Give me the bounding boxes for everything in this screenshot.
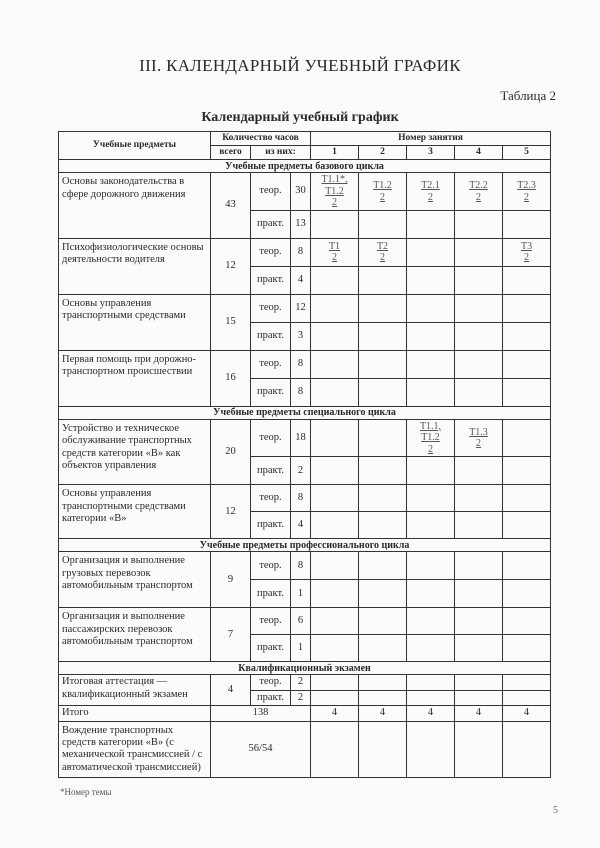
subject-total: 20 [211, 419, 251, 485]
theory-label: теор. [251, 238, 291, 266]
driving-row [59, 721, 551, 777]
theory-label: теор. [251, 350, 291, 378]
total-lesson: 4 [455, 706, 503, 721]
total-lesson: 4 [407, 706, 455, 721]
subject-name: Организация и выполнение пассажирских перевозок автомобильным транспортом [59, 608, 211, 662]
practice-hours: 1 [291, 635, 311, 662]
subject-total: 12 [211, 485, 251, 539]
topic-hours: 2 [428, 191, 433, 203]
lesson-cell [455, 419, 503, 457]
topic-code: Т1.3 [469, 426, 488, 438]
total-lesson: 4 [311, 706, 359, 721]
topic-hours: 2 [332, 252, 337, 264]
theory-label: теор. [251, 608, 291, 635]
page-heading: III. КАЛЕНДАРНЫЙ УЧЕБНЫЙ ГРАФИК [139, 56, 461, 75]
topic-hours: 2 [476, 191, 481, 203]
practice-hours: 2 [291, 690, 311, 705]
table-row [59, 419, 551, 457]
topic-hours: 2 [380, 191, 385, 203]
theory-hours: 8 [291, 350, 311, 378]
header-of-which: из них: [251, 146, 311, 160]
subject-name: Организация и выполнение грузовых перевозок автомобильным транспортом [59, 552, 211, 608]
section-title: Квалификационный экзамен [59, 662, 551, 675]
page-number: 5 [553, 805, 558, 816]
lesson-cell [455, 238, 503, 266]
topic-code: Т1.1, Т1.2 [419, 420, 442, 444]
topic-hours: 2 [380, 252, 385, 264]
practice-label: практ. [251, 635, 291, 662]
total-label: Итого [59, 706, 211, 721]
practice-hours: 8 [291, 378, 311, 406]
theory-hours: 6 [291, 608, 311, 635]
topic-code: Т2.3 [517, 180, 536, 192]
total-lesson: 4 [503, 706, 551, 721]
theory-hours: 8 [291, 485, 311, 512]
theory-hours: 18 [291, 419, 311, 457]
topic-code: Т2.2 [469, 180, 488, 192]
subject-name: Основы управления транспортными средствами [59, 294, 211, 350]
schedule-table [58, 131, 551, 778]
practice-hours: 1 [291, 580, 311, 608]
subject-name: Итоговая аттестация — квалификационный экзамен [59, 675, 211, 706]
practice-label: практ. [251, 266, 291, 294]
footnote: *Номер темы [60, 787, 112, 797]
table-row [59, 552, 551, 580]
practice-label: практ. [251, 210, 291, 238]
header-subjects: Учебные предметы [59, 132, 211, 160]
table-row [59, 173, 551, 211]
topic-hours: 2 [332, 197, 337, 209]
theory-label: теор. [251, 675, 291, 690]
section-title: Учебные предметы базового цикла [59, 160, 551, 173]
header-row-1 [59, 132, 551, 146]
header-lesson: 4 [455, 146, 503, 160]
practice-label: практ. [251, 690, 291, 705]
header-lesson: 5 [503, 146, 551, 160]
lesson-cell [311, 238, 359, 266]
theory-hours: 12 [291, 294, 311, 322]
table-caption: Календарный учебный график [201, 110, 399, 125]
lesson-cell [407, 238, 455, 266]
header-lesson-no: Номер занятия [311, 132, 551, 146]
header-lesson: 2 [359, 146, 407, 160]
practice-hours: 3 [291, 322, 311, 350]
topic-hours: 2 [524, 252, 530, 264]
lesson-cell [455, 173, 503, 211]
lesson-cell [407, 173, 455, 211]
table-row [59, 675, 551, 690]
topic-hours: 2 [428, 443, 433, 455]
practice-hours: 4 [291, 266, 311, 294]
total-lesson: 4 [359, 706, 407, 721]
theory-hours: 8 [291, 552, 311, 580]
lesson-cell [503, 238, 551, 266]
practice-label: практ. [251, 378, 291, 406]
topic-code: Т1.2 [373, 180, 392, 192]
theory-hours: 30 [291, 173, 311, 211]
lesson-cell [359, 173, 407, 211]
topic-code: Т2.1 [421, 180, 440, 192]
practice-hours: 13 [291, 210, 311, 238]
subject-name: Основы управления транспортными средствами категории «В» [59, 485, 211, 539]
lesson-cell [407, 419, 455, 457]
table-row [59, 485, 551, 512]
subject-total: 16 [211, 350, 251, 406]
driving-label: Вождение транспортных средств категории «В» (с механической трансмиссией / с автоматической трансмиссией) [59, 721, 211, 777]
subject-name: Психофизиологические основы деятельности водителя [59, 238, 211, 294]
subject-name: Устройство и техническое обслуживание транспортных средств категории «В» как объектов управления [59, 419, 211, 485]
header-lesson: 3 [407, 146, 455, 160]
subject-total: 12 [211, 238, 251, 294]
practice-label: практ. [251, 457, 291, 485]
topic-code: Т1.1*, Т1.2 [321, 174, 348, 197]
practice-label: практ. [251, 580, 291, 608]
practice-hours: 4 [291, 512, 311, 539]
section-title: Учебные предметы специального цикла [59, 406, 551, 419]
table-row [59, 238, 551, 266]
subject-total: 43 [211, 173, 251, 239]
theory-hours: 2 [291, 675, 311, 690]
theory-label: теор. [251, 552, 291, 580]
subject-total: 15 [211, 294, 251, 350]
topic-code: Т2 [376, 240, 389, 252]
topic-code: Т1 [328, 240, 341, 252]
header-total: всего [211, 146, 251, 160]
header-hours: Количество часов [211, 132, 311, 146]
theory-label: теор. [251, 294, 291, 322]
table-number: Таблица 2 [500, 88, 556, 103]
table-row [59, 350, 551, 378]
practice-label: практ. [251, 322, 291, 350]
practice-label: практ. [251, 512, 291, 539]
lesson-cell [503, 173, 551, 211]
theory-label: теор. [251, 419, 291, 457]
theory-label: теор. [251, 485, 291, 512]
table-row [59, 294, 551, 322]
table-row [59, 608, 551, 635]
topic-hours: 2 [476, 438, 481, 450]
lesson-cell [311, 173, 359, 211]
topic-code: Т3 [520, 240, 533, 252]
driving-hours: 56/54 [211, 721, 311, 777]
total-hours: 138 [211, 706, 311, 721]
theory-hours: 8 [291, 238, 311, 266]
practice-hours: 2 [291, 457, 311, 485]
total-row [59, 706, 551, 721]
subject-total: 7 [211, 608, 251, 662]
section-title: Учебные предметы профессионального цикла [59, 539, 551, 552]
lesson-cell [359, 238, 407, 266]
topic-hours: 2 [524, 191, 530, 203]
subject-total: 9 [211, 552, 251, 608]
subject-total: 4 [211, 675, 251, 706]
subject-name: Основы законодательства в сфере дорожного движения [59, 173, 211, 239]
header-lesson: 1 [311, 146, 359, 160]
theory-label: теор. [251, 173, 291, 211]
subject-name: Первая помощь при дорожно-транспортном происшествии [59, 350, 211, 406]
